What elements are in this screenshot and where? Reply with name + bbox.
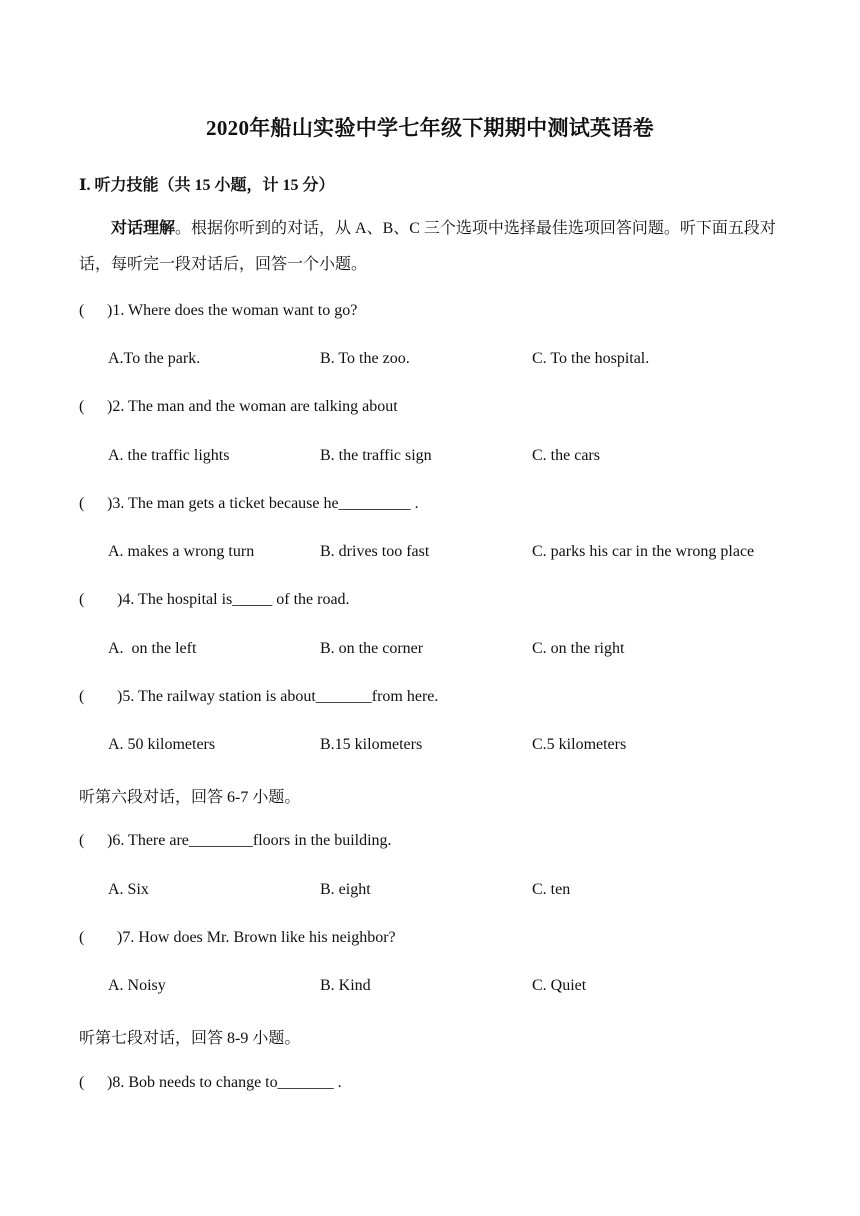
question-6 [79, 832, 392, 850]
option-c: C. ten [532, 881, 571, 898]
option-a: A. Noisy [108, 977, 166, 994]
answer-paren: ( [79, 929, 85, 946]
question-7 [79, 929, 396, 947]
option-a: A. the traffic lights [108, 447, 230, 464]
question-4 [79, 591, 350, 609]
dialog-6-note: 听第六段对话，回答 6-7 小题。 [79, 789, 301, 806]
question-stem: )7. How does Mr. Brown like his neighbor? [117, 929, 396, 946]
option-c: C. on the right [532, 640, 625, 657]
option-b: B. on the corner [320, 640, 424, 657]
option-b: B. the traffic sign [320, 447, 432, 464]
question-3 [79, 495, 419, 513]
option-c: C. To the hospital. [532, 350, 650, 367]
question-stem: )2. The man and the woman are talking about [107, 398, 398, 415]
question-2 [79, 398, 398, 416]
option-a: A.To the park. [108, 350, 201, 367]
option-b: B. drives too fast [320, 543, 430, 560]
instructions [79, 211, 785, 283]
answer-paren: ( [79, 591, 85, 608]
page-title: 2020年船山实验中学七年级下期期中测试英语卷 [206, 116, 654, 140]
answer-paren: ( [79, 302, 85, 319]
question-5 [79, 688, 438, 706]
option-c: C. Quiet [532, 977, 587, 994]
option-b: B.15 kilometers [320, 736, 423, 753]
question-stem: )1. Where does the woman want to go? [107, 302, 358, 319]
option-b: B. To the zoo. [320, 350, 410, 367]
answer-paren: ( [79, 398, 85, 415]
option-c: C.5 kilometers [532, 736, 627, 753]
option-c: C. the cars [532, 447, 600, 464]
answer-paren: ( [79, 832, 85, 849]
question-8 [79, 1074, 342, 1092]
question-stem: )4. The hospital is_____ of the road. [117, 591, 350, 608]
instructions-text: 。根据你听到的对话，从 A、B、C 三个选项中选择最佳选项回答问题。听下面五段对话，每听完一段对话后，回答一个小题。 [79, 220, 776, 273]
option-b: B. Kind [320, 977, 371, 994]
option-a: A. makes a wrong turn [108, 543, 255, 560]
option-a: A. Six [108, 881, 149, 898]
dialog-7-note: 听第七段对话，回答 8-9 小题。 [79, 1030, 301, 1047]
option-a: A. 50 kilometers [108, 736, 216, 753]
question-1 [79, 302, 357, 320]
answer-paren: ( [79, 1074, 85, 1091]
option-b: B. eight [320, 881, 371, 898]
option-c: C. parks his car in the wrong place [532, 543, 755, 560]
answer-paren: ( [79, 688, 85, 705]
instructions-bold: 对话理解 [111, 220, 176, 237]
answer-paren: ( [79, 495, 85, 512]
question-stem: )3. The man gets a ticket because he_________ . [107, 495, 419, 512]
question-stem: )8. Bob needs to change to_______ . [107, 1074, 342, 1091]
question-stem: )5. The railway station is about_______from here. [117, 688, 439, 705]
option-a: A. on the left [108, 640, 197, 657]
question-stem: )6. There are________floors in the building. [107, 832, 392, 849]
section-heading: Ⅰ. 听力技能（共 15 小题，计 15 分） [79, 177, 335, 194]
